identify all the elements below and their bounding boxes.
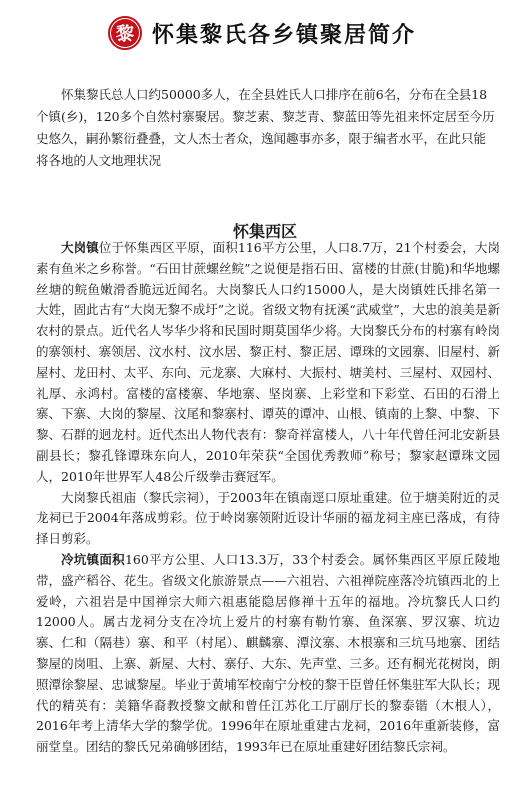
paragraph-dagang-temple [36,488,500,550]
paragraph-text: 大岗黎氏祖庙（黎氏宗祠），于2003年在镇南逕口原址重建。位于塘美附近的灵龙祠已于2004年落成剪彩。位于岭岗寨领附近设计华丽的福龙祠主座已落成，有待择日剪彩。 [36,489,500,547]
intro-paragraph: 怀集黎氏总人口约50000多人，在全县姓氏人口排序在前6名，分布在全县18个镇(乡)，120多个自然村寨聚居。黎芝素、黎芝青、黎蓝田等先祖来怀定居至今历史悠久，嗣孙繁衍叠叠，文人杰士者众，逸闻趣事亦多，限于编者水平，在此只能将各地的人文地理状况 [36,87,495,168]
paragraph-text: 位于怀集西区平原，面积116平方公里，人口8.7万，21个村委会，大岗素有鱼米之乡称誉。“石田甘蔗螺丝鲩”之说便是指石田、富楼的甘蔗(甘脆)和华地螺丝塘的鲩鱼嫩滑香脆远近闻名。大岗黎氏人口约15000人，是大岗镇姓氏排名第一大姓，固此古有“大岗无黎不成圩”之说。省级文物有抚溪“武威堂”，大忠的浪美是新农村的景点。近代名人岑华少将和民国时期莫国华少将。大岗黎氏分布的村寨有岭岗的寨领村、寨领居、汶水村、汶水居、黎正村、黎正居、谭珠的文园寨、旧屋村、新屋村、龙田村、太平、东向、元龙寨、大麻村、大振村、塘美村、三屋村、双园村、礼厚、永鸿村。富楼的富楼寨、华地寨、坚岗寨、上彩堂和下彩堂、石田的石滑上寨、下寨、大岗的黎屋、汶尾和黎寨村、谭英的谭冲、山根、镇南的上黎、中黎、下黎、石群的迥龙村。近代杰出人物代表有：黎奇祥富楼人，八十年代曾任河北安新县副县长；黎孔锋谭珠东向人，2010年荣获“全国优秀教师”称号；黎家赵谭珠文园人，2010年世界军人48公斤级拳击赛冠军。 [36,240,500,484]
page-header [108,14,416,52]
paragraph-text: 160平方公里、人口13.3万，33个村委会。属怀集西区平原丘陵地带，盛产稻谷、花生。省级文化旅游景点——六祖岩、六祖禅院座落冷坑镇西北的上爱岭，六祖岩是中国禅宗大师六祖惠能隐居修禅十五年的福地。冷坑黎氏人口约12000人。属古龙祠分支在冷坑上爱片的村寨有勒竹寨、鱼深寨、罗汉寨、坑边寨、仁和（隔巷）寨、和平（村尾）、麒麟寨、潭汶寨、木根寨和三坑马地寨、团结黎屋的岗咀、上寨、新屋、大村、寨仔、大东、先声堂、三多。还有桐光花树岗，朗照潭徐黎屋、忠诚黎屋。毕业于黄埔军校南宁分校的黎干臣曾任怀集驻军大队长；现代的精英有：美籍华裔教授黎文献和曾任江苏化工厅副厅长的黎泰锴（木根人），2016年考上清华大学的黎学优。1996年在原址重建古龙祠，2016年重新装修，富丽堂皇。团结的黎氏兄弟确够团结，1993年已在原址重建好团结黎氏宗祠。 [36,551,500,755]
page-title: 怀集黎氏各乡镇聚居简介 [152,22,417,48]
logo-glyph: 黎 [116,24,134,45]
paragraph-lead: 冷坑镇面积 [61,551,125,567]
section-body [36,238,500,758]
section-title: 怀集西区 [232,222,297,241]
clan-seal-logo [108,16,142,50]
paragraph-dagang [36,238,500,488]
paragraph-lead: 大岗镇 [61,240,99,255]
paragraph-lengkeng [36,550,500,758]
